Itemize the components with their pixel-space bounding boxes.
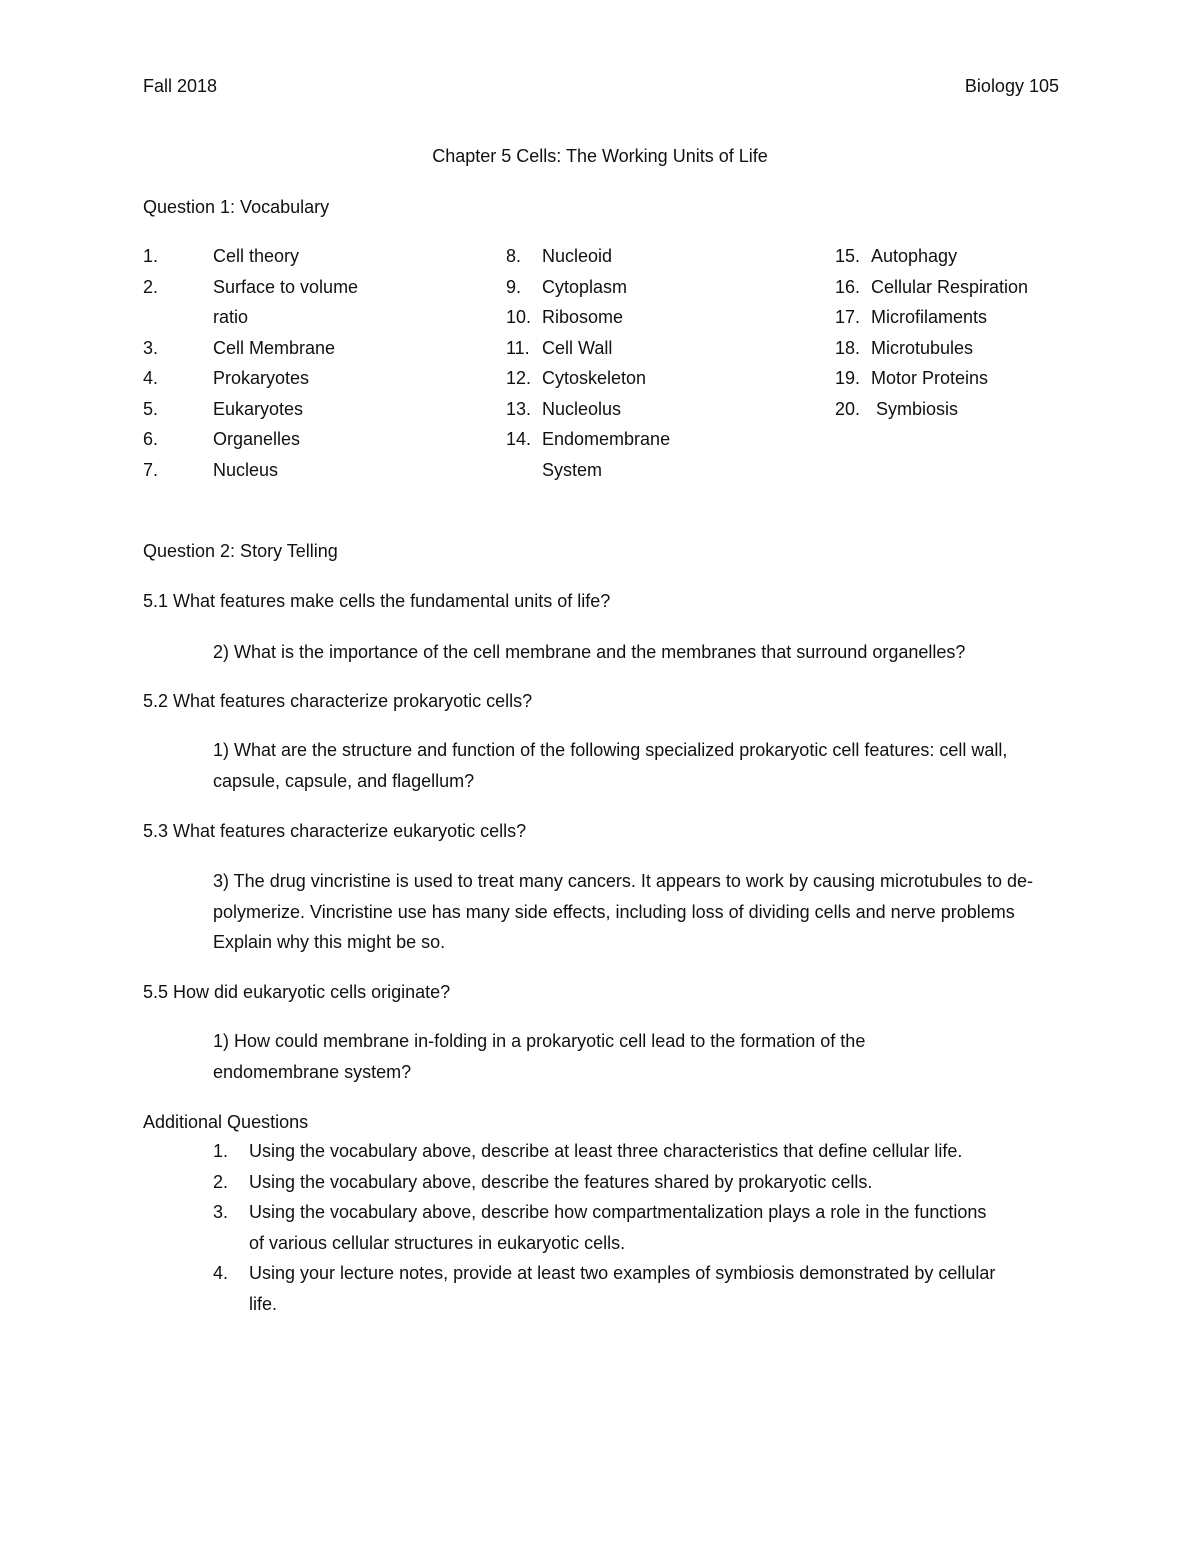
question-2-heading: Question 2: Story Telling — [143, 541, 338, 561]
list-item: 1. Using the vocabulary above, describe at least three characteristics that define cellular life. — [213, 1141, 963, 1161]
section-5-5-question: 1) How could membrane in-folding in a prokaryotic cell lead to the formation of the endomembrane system? — [213, 1031, 866, 1082]
vocab-item: 5. Eukaryotes — [143, 398, 304, 419]
vocab-column-2 — [506, 241, 670, 485]
header-term: Fall 2018 — [143, 76, 218, 96]
vocab-column-1 — [143, 241, 358, 485]
page-title: Chapter 5 Cells: The Working Units of Life — [432, 146, 768, 166]
section-5-3: 5.3 What features characterize eukaryotic cells? — [143, 821, 527, 841]
additional-questions-list — [213, 1136, 1033, 1319]
vocab-item: 7. Nucleus — [143, 459, 279, 480]
vocab-item: 16. Cellular Respiration — [835, 276, 1029, 297]
additional-questions-heading: Additional Questions — [143, 1112, 309, 1132]
section-5-2-question: 1) What are the structure and function of the following specialized prokaryotic cell features: cell wall, capsule, capsule, and flagellum? — [213, 740, 1008, 791]
vocab-item: 4. Prokaryotes — [143, 368, 310, 388]
vocab-item-continuation: ratio — [213, 307, 249, 327]
vocab-item-continuation: System — [542, 459, 603, 480]
vocab-item: 15. Autophagy — [835, 246, 958, 266]
question-1-heading: Question 1: Vocabulary — [143, 197, 330, 217]
section-5-5: 5.5 How did eukaryotic cells originate? — [143, 982, 451, 1002]
vocab-item: 1. Cell theory — [143, 246, 300, 266]
vocab-item: 11. Cell Wall — [506, 337, 613, 358]
vocab-item: 8. Nucleoid — [506, 246, 613, 266]
vocab-item: 3. Cell Membrane — [143, 337, 336, 358]
vocab-item: 13. Nucleolus — [506, 398, 622, 419]
vocab-item: 18. Microtubules — [835, 337, 974, 358]
list-item: 3. Using the vocabulary above, describe how compartmentalization plays a role in the functions of various cellular structures in eukaryotic cells. — [213, 1202, 987, 1253]
vocab-item: 14. Endomembrane — [506, 429, 671, 449]
list-item: 2. Using the vocabulary above, describe the features shared by prokaryotic cells. — [213, 1171, 873, 1192]
vocab-item: 10. Ribosome — [506, 307, 624, 327]
vocab-item: 19. Motor Proteins — [835, 368, 989, 388]
vocab-item: 17. Microfilaments — [835, 307, 988, 327]
vocab-item: 12. Cytoskeleton — [506, 368, 647, 388]
section-5-2: 5.2 What features characterize prokaryotic cells? — [143, 691, 533, 711]
section-5-1-question: 2) What is the importance of the cell membrane and the membranes that surround organelles? — [213, 642, 966, 662]
vocab-item: 20. Symbiosis — [835, 398, 959, 419]
vocab-column-3 — [835, 241, 1028, 424]
section-5-3-question: 3) The drug vincristine is used to treat many cancers. It appears to work by causing microtubules to de-polymerize. Vincristine use has many side effects, including loss of dividing cells and nerve problems Explain why this might be so. — [213, 871, 1034, 952]
section-5-1: 5.1 What features make cells the fundamental units of life? — [143, 591, 611, 611]
vocab-item: 6. Organelles — [143, 429, 301, 449]
header-course: Biology 105 — [964, 76, 1059, 96]
vocab-item: 9. Cytoplasm — [506, 276, 628, 297]
list-item: 4. Using your lecture notes, provide at least two examples of symbiosis demonstrated by cellular life. — [213, 1263, 996, 1314]
vocab-item: 2. Surface to volume — [143, 276, 359, 297]
